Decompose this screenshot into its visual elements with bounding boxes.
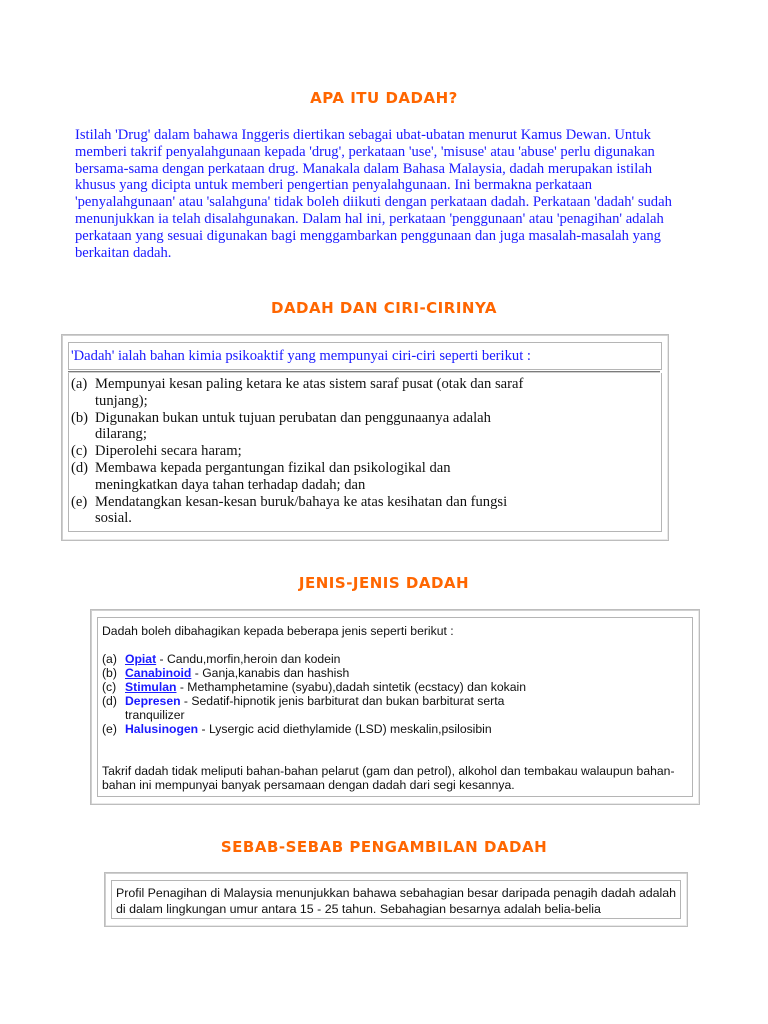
characteristics-list-cell	[68, 373, 662, 532]
list-item: (e) Halusinogen - Lysergic acid diethylamide (LSD) meskalin,psilosibin	[102, 722, 492, 736]
heading-sebab-sebab: SEBAB-SEBAB PENGAMBILAN DADAH	[220, 838, 548, 856]
reasons-cell	[111, 880, 681, 919]
list-item: (b) Digunakan bukan untuk tujuan perubatan dan penggunaanya adalah dilarang;	[71, 409, 491, 443]
type-depresen: Depresen	[125, 694, 181, 708]
types-cell	[97, 617, 693, 797]
heading-apa-itu-dadah: APA ITU DADAH?	[310, 89, 458, 107]
types-note: Takrif dadah tidak meliputi bahan-bahan pelarut (gam dan petrol), alkohol dan tembakau walaupun bahan-bahan ini mempunyai banyak persamaan dengan dadah dari segi kesannya.	[102, 764, 675, 792]
link-stimulan[interactable]: Stimulan	[125, 680, 177, 694]
reasons-text: Profil Penagihan di Malaysia menunjukkan bahawa sebahagian besar daripada penagih dadah adalah di dalam lingkungan umur antara 15 - 25 tahun. Sebahagian besarnya adalah belia-belia	[116, 886, 677, 916]
list-item: (c) Stimulan - Methamphetamine (syabu),dadah sintetik (ecstacy) dan kokain	[102, 680, 527, 694]
type-halusinogen: Halusinogen	[125, 722, 199, 736]
characteristics-intro-cell	[68, 342, 662, 370]
list-item: (a) Opiat - Candu,morfin,heroin dan kodein	[102, 652, 341, 666]
link-canabinoid[interactable]: Canabinoid	[125, 666, 192, 680]
characteristics-intro: 'Dadah' ialah bahan kimia psikoaktif yang mempunyai ciri-ciri seperti berikut :	[71, 348, 531, 364]
heading-jenis-jenis-dadah: JENIS-JENIS DADAH	[298, 574, 470, 592]
types-intro: Dadah boleh dibahagikan kepada beberapa jenis seperti berikut :	[102, 624, 454, 638]
list-item: (b) Canabinoid - Ganja,kanabis dan hashish	[102, 666, 350, 680]
characteristics-list	[71, 376, 535, 527]
link-opiat[interactable]: Opiat	[125, 652, 157, 666]
list-item: (e) Mendatangkan kesan-kesan buruk/bahaya ke atas kesihatan dan fungsi sosial.	[71, 493, 508, 527]
reasons-box	[104, 872, 688, 927]
list-item: (a) Mempunyai kesan paling ketara ke atas sistem saraf pusat (otak dan saraf tunjang);	[71, 376, 524, 409]
list-item: (d) Membawa kepada pergantungan fizikal dan psikologikal dan meningkatkan daya tahan terhadap dadah; dan	[71, 459, 451, 493]
list-item: (c) Diperolehi secara haram;	[71, 443, 242, 460]
heading-dadah-dan-ciri: DADAH DAN CIRI-CIRINYA	[271, 299, 497, 317]
characteristics-box	[61, 334, 669, 541]
types-box	[90, 609, 700, 805]
intro-paragraph: Istilah 'Drug' dalam bahawa Inggeris diertikan sebagai ubat-ubatan menurut Kamus Dewan. Untuk memberi takrif penyalahgunaan kepada 'drug', perkataan 'use', 'misuse' atau 'abuse' perlu digunakan bersama-sama dengan perkataan drug. Manakala dalam Bahasa Malaysia, dadah merupakan istilah khusus yang dicipta untuk memberi pengertian penyalahgunaan. Ini bermakna perkataan 'penyalahgunaan' atau 'salahguna' tidak boleh diikuti dengan perkataan dadah. Perkataan 'dadah' sudah menunjukkan ia telah disalahgunakan. Dalam hal ini, perkataan 'penggunaan' atau 'penagihan' adalah perkataan yang sesuai digunakan bagi menggambarkan penggunaan dan juga masalah-masalah yang berkaitan dadah.	[75, 127, 672, 261]
types-list	[102, 652, 555, 736]
list-item: (d) Depresen - Sedatif-hipnotik jenis barbiturat dan bukan barbiturat serta tranquilizer	[102, 694, 505, 722]
